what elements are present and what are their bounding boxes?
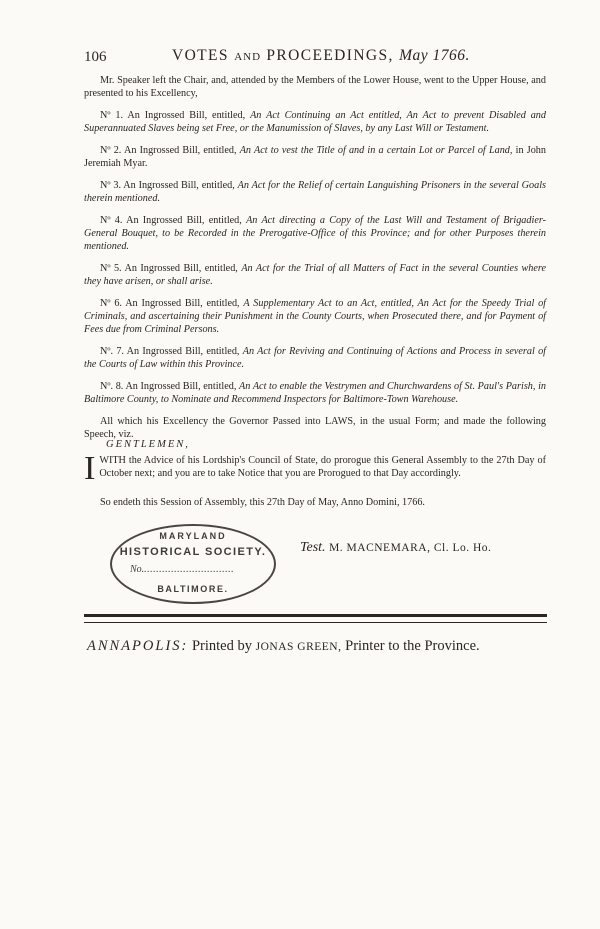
bill-item (84, 179, 546, 205)
bill-lead: Nº 4. An Ingrossed Bill, entitled, (100, 215, 247, 226)
stamp-top-text: MARYLAND (159, 531, 227, 541)
bill-item (84, 345, 546, 371)
imprint-printer: JONAS GREEN, (255, 641, 342, 653)
imprint-printed-by: Printed by (188, 638, 256, 654)
title-proceedings: PROCEEDINGS, (266, 47, 394, 64)
bill-item (84, 297, 546, 336)
speech-salutation: GENTLEMEN, (106, 439, 190, 450)
bill-item (84, 380, 546, 406)
bill-title: An Act directing a Copy of the Last Will and Testament of Brigadier-General Bouquet, to be Recorded in the Prerogative-Office of this Province; and for other Purposes therein mentioned. (84, 215, 546, 252)
title-date: May 1766. (399, 47, 470, 64)
imprint-rest: Printer to the Province. (341, 638, 480, 654)
bill-title: An Act Continuing an Act entitled, An Act to prevent Disabled and Superannuated Slaves being set Free, or the Manumission of Slaves, by any Last Will or Testament. (84, 110, 546, 134)
bill-title: An Act for the Relief of certain Languishing Prisoners in the several Goals therein mentioned. (84, 180, 547, 204)
bill-lead: Nº 6. An Ingrossed Bill, entitled, (100, 298, 244, 309)
clerk-name: M. MACNEMARA, Cl. Lo. Ho. (329, 542, 492, 554)
running-title (172, 47, 470, 65)
page-header (84, 49, 544, 71)
stamp-middle-text: HISTORICAL SOCIETY. (119, 546, 267, 558)
bill-title: An Act to enable the Vestrymen and Churchwardens of St. Paul's Parish, in Baltimore County, to Nominate and Recommend Inspectors for Baltimore-Town Warehouse. (84, 381, 546, 405)
thin-rule (84, 622, 547, 623)
bill-lead: Nº. 7. An Ingrossed Bill, entitled, (100, 346, 243, 357)
library-stamp (110, 524, 276, 604)
attestation (300, 540, 491, 556)
imprint-city: ANNAPOLIS: (87, 638, 189, 654)
bill-title: An Act to vest the Title of and in a certain Lot or Parcel of Land, (239, 145, 513, 156)
bill-item (84, 144, 546, 170)
title-and: AND (234, 51, 262, 63)
intro-paragraph: Mr. Speaker left the Chair, and, attended by the Members of the Lower House, went to the Upper House, and presented to his Excellency, (84, 75, 546, 99)
title-votes: VOTES (172, 47, 229, 64)
bill-lead: Nº 1. An Ingrossed Bill, entitled, (100, 110, 251, 121)
bill-title: A Supplementary Act to an Act, entitled, An Act for the Speedy Trial of Criminals, and ascertaining their Punishment in the County Courts, when Prosecuted there, and for Payment of Fees due from Criminal Persons. (84, 298, 547, 335)
bill-title: An Act for Reviving and Continuing of Actions and Process in several of the Courts of Law within this Province. (84, 346, 546, 370)
bill-lead: Nº 3. An Ingrossed Bill, entitled, (100, 180, 238, 191)
bill-item (84, 262, 546, 288)
imprint-line (87, 638, 480, 655)
body-text (84, 74, 546, 450)
drop-cap: I (84, 450, 96, 487)
bill-lead: Nº 5. An Ingrossed Bill, entitled, (100, 263, 242, 274)
page-number: 106 (84, 49, 107, 65)
stamp-number-dots: .............................. (144, 564, 235, 575)
speech-paragraph (84, 450, 546, 487)
bill-lead: Nº 2. An Ingrossed Bill, entitled, (100, 145, 240, 156)
bill-title: An Act for the Trial of all Matters of Fact in the several Counties where they have arisen, or shall arise. (84, 263, 547, 287)
bill-item (84, 109, 546, 135)
laws-paragraph: All which his Excellency the Governor Passed into LAWS, in the usual Form; and made the following Speech, viz. (84, 416, 546, 440)
speech-text: WITH the Advice of his Lordship's Council of State, do prorogue this General Assembly to the 27th Day of October next; and you are to take Notice that you are Prorogued to that Day accordingly. (99, 455, 546, 479)
stamp-number-label: No. (130, 564, 145, 575)
bill-list (84, 109, 546, 406)
attest-word: Test. (300, 540, 326, 555)
stamp-number-line (130, 564, 234, 575)
bill-tail: in John Jeremiah Myar. (84, 145, 546, 169)
closing-line: So endeth this Session of Assembly, this 27th Day of May, Anno Domini, 1766. (100, 497, 425, 508)
bill-lead: Nº. 8. An Ingrossed Bill, entitled, (100, 381, 240, 392)
thick-rule (84, 614, 547, 617)
stamp-bottom-text: BALTIMORE. (157, 584, 229, 594)
bill-item (84, 214, 546, 253)
